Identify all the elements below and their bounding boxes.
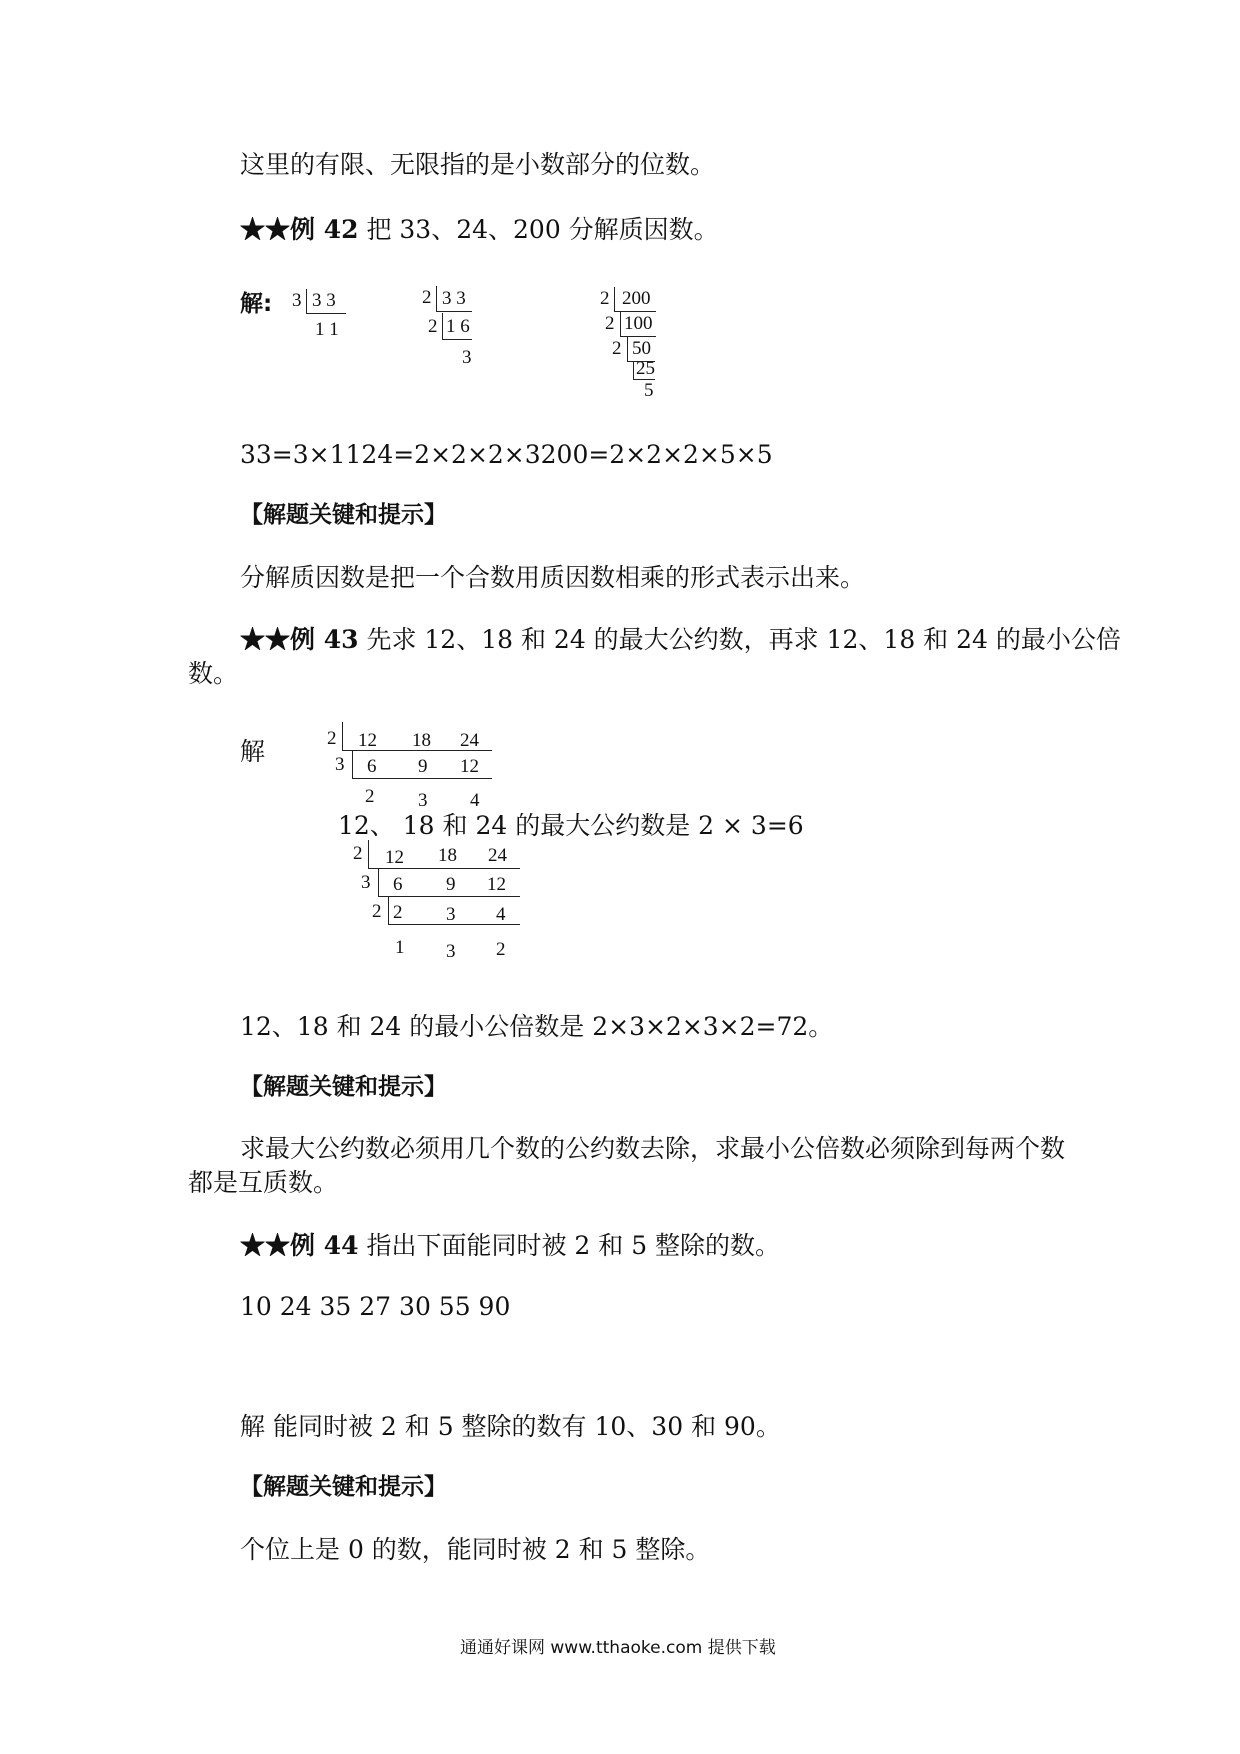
- gcd-vline-1: [342, 722, 343, 750]
- div200-vline2: [620, 312, 621, 336]
- example-42-text: 把 33、24、200 分解质因数。: [358, 215, 719, 244]
- div200-step2: 100: [624, 313, 653, 334]
- lcm-divisor-2: 3: [361, 872, 371, 893]
- div200-step4: 25: [636, 358, 655, 379]
- key-hint-heading-2: 【解题关键和提示】: [240, 1074, 447, 1100]
- div200-vline3: [627, 337, 628, 361]
- gcd-r2-c3: 12: [460, 756, 479, 777]
- div200-divisor1: 2: [600, 288, 610, 309]
- lcm-r4-c2: 3: [446, 941, 456, 962]
- div200-dividend: 200: [622, 288, 651, 309]
- gcd-r3-c3: 4: [470, 790, 480, 811]
- lcm-vline-3: [388, 896, 389, 924]
- example-44-text: 指出下面能同时被 2 和 5 整除的数。: [358, 1231, 781, 1260]
- gcd-divisor-2: 3: [335, 754, 345, 775]
- gcd-hline-2: [352, 778, 492, 779]
- div200-step3: 50: [632, 338, 651, 359]
- example-44-answer: 解 能同时被 2 和 5 整除的数有 10、30 和 90。: [240, 1412, 781, 1441]
- lcm-r2-c3: 12: [487, 874, 506, 895]
- div200-hline2: [620, 336, 656, 337]
- div200-vline4: [633, 361, 634, 379]
- key-hint-text-1: 分解质因数是把一个合数用质因数相乘的形式表示出来。: [240, 563, 866, 592]
- lcm-r1-c2: 18: [438, 845, 457, 866]
- lcm-vline-2: [378, 868, 379, 896]
- lcm-r3-c1: 2: [393, 902, 403, 923]
- lcm-r4-c3: 2: [496, 939, 506, 960]
- example-44-numbers: 10 24 35 27 30 55 90: [240, 1292, 511, 1321]
- div24-vline2: [442, 313, 443, 339]
- div24-divisor1: 2: [422, 287, 432, 308]
- key-hint-text-3: 个位上是 0 的数，能同时被 2 和 5 整除。: [240, 1535, 711, 1564]
- gcd-r3-c1: 2: [365, 786, 375, 807]
- lcm-divisor-3: 2: [372, 901, 382, 922]
- lcm-vline-1: [368, 840, 369, 868]
- div24-divisor2: 2: [428, 316, 438, 337]
- lcm-r2-c1: 6: [393, 874, 403, 895]
- gcd-r1-c2: 18: [412, 730, 431, 751]
- example-42-result: 33=3×1124=2×2×2×3200=2×2×2×5×5: [240, 440, 773, 469]
- div24-step2: 1 6: [446, 316, 470, 337]
- example-44-heading: [240, 1229, 780, 1263]
- div33-quotient: 1 1: [315, 319, 339, 340]
- gcd-r1-c1: 12: [358, 730, 377, 751]
- div24-dividend: 3 3: [442, 288, 466, 309]
- lcm-hline-1: [368, 868, 520, 869]
- div33-dividend: 3 3: [312, 290, 336, 311]
- key-hint-heading-1: 【解题关键和提示】: [240, 502, 447, 528]
- page-footer: 通通好课网 www.tthaoke.com 提供下载: [460, 1638, 776, 1658]
- div24-quotient: 3: [462, 347, 472, 368]
- gcd-vline-2: [352, 750, 353, 778]
- gcd-r2-c1: 6: [367, 756, 377, 777]
- key-hint-heading-3: 【解题关键和提示】: [240, 1474, 447, 1500]
- div33-vline: [306, 289, 307, 313]
- lcm-r4-c1: 1: [395, 937, 405, 958]
- lcm-divisor-1: 2: [353, 843, 363, 864]
- lcm-r3-c2: 3: [446, 904, 456, 925]
- div200-divisor2: 2: [605, 313, 615, 334]
- example-43-jie: 解: [240, 737, 266, 766]
- lcm-r2-c2: 9: [446, 874, 456, 895]
- gcd-r1-c3: 24: [460, 730, 479, 751]
- lcm-r1-c3: 24: [488, 845, 507, 866]
- example-42-label: ★★例 42: [240, 215, 359, 244]
- gcd-hline-1: [342, 750, 492, 751]
- example-44-label: ★★例 44: [240, 1231, 359, 1260]
- div24-vline1: [436, 286, 437, 311]
- example-43-text: 先求 12、18 和 24 的最大公约数，再求 12、18 和 24 的最小公倍: [358, 625, 1121, 654]
- lcm-hline-3: [388, 924, 520, 925]
- key-hint-text-2a: 求最大公约数必须用几个数的公约数去除，求最小公倍数必须除到每两个数: [240, 1134, 1066, 1163]
- lcm-hline-2: [378, 896, 520, 897]
- intro-line: 这里的有限、无限指的是小数部分的位数。: [240, 150, 716, 179]
- gcd-r2-c2: 9: [418, 756, 428, 777]
- lcm-result: 12、18 和 24 的最小公倍数是 2×3×2×3×2=72。: [240, 1012, 834, 1041]
- div200-vline1: [614, 287, 615, 311]
- lcm-r3-c3: 4: [496, 904, 506, 925]
- div24-hline1: [436, 311, 472, 312]
- gcd-r3-c2: 3: [418, 790, 428, 811]
- example-42-heading: [240, 213, 719, 247]
- example-42-jie: 解:: [240, 291, 273, 317]
- div33-divisor: 3: [292, 290, 302, 311]
- div200-quotient: 5: [644, 380, 654, 401]
- example-43-heading: [240, 623, 1121, 657]
- example-43-label: ★★例 43: [240, 625, 359, 654]
- div200-divisor3: 2: [612, 338, 622, 359]
- div24-hline2: [442, 339, 472, 340]
- lcm-r1-c1: 12: [385, 847, 404, 868]
- key-hint-text-2b: 都是互质数。: [188, 1168, 339, 1197]
- gcd-result: 12、 18 和 24 的最大公约数是 2 × 3=6: [338, 811, 804, 840]
- gcd-divisor-1: 2: [327, 728, 337, 749]
- div33-hline: [306, 313, 346, 314]
- example-43-text-cont: 数。: [188, 659, 239, 688]
